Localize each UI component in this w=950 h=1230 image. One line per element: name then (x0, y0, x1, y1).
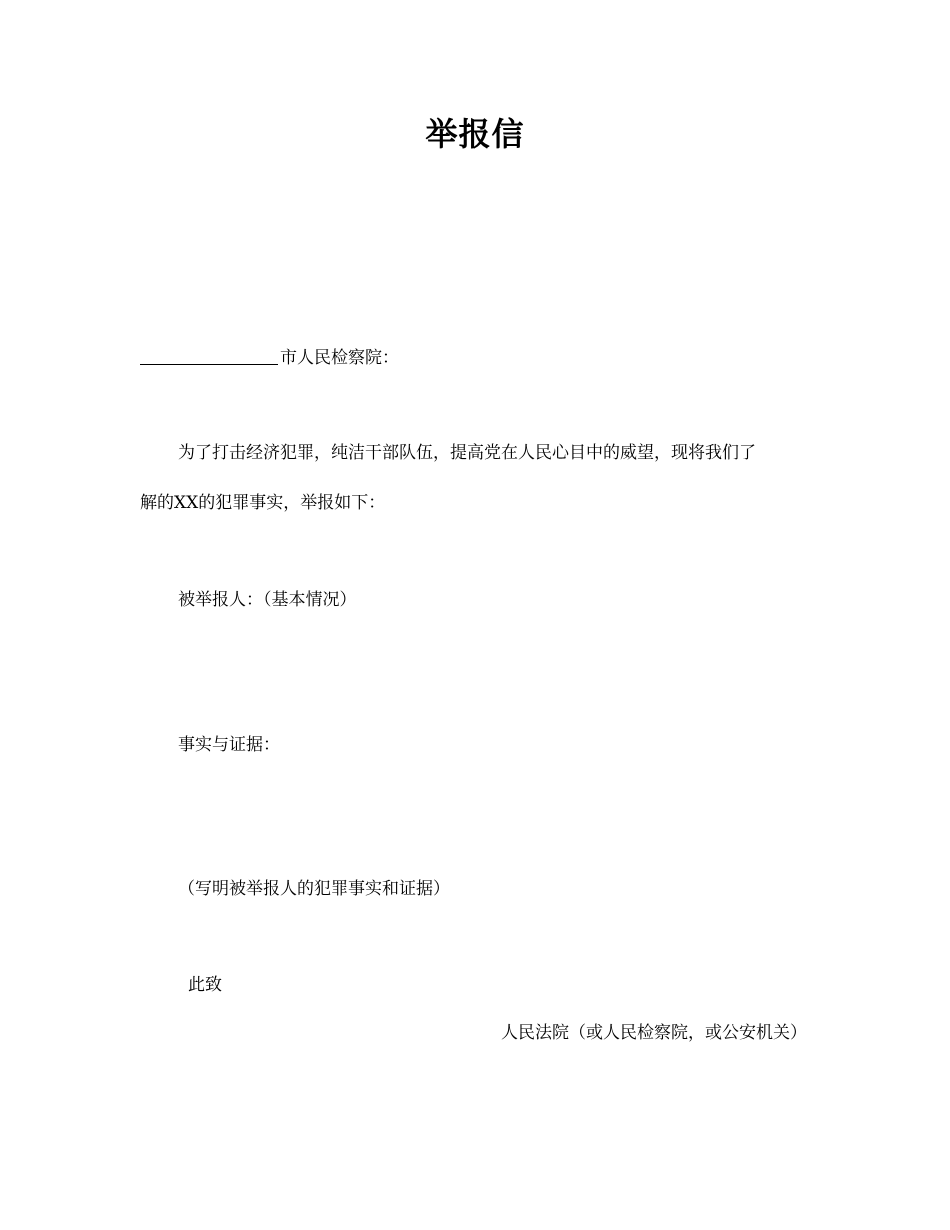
addressee-blank (140, 347, 278, 365)
addressee-text: 市人民检察院： (280, 348, 399, 368)
intro-paragraph-line-1: 为了打击经济犯罪，纯洁干部队伍，提高党在人民心目中的威望，现将我们了 (178, 443, 756, 463)
facts-label: 事实与证据： (178, 735, 280, 755)
addressee-line (140, 346, 399, 370)
facts-note: （写明被举报人的犯罪事实和证据） (178, 879, 450, 899)
document-title: 举报信 (425, 115, 525, 153)
recipient-line: 人民法院（或人民检察院，或公安机关） (501, 1023, 807, 1043)
accused-label: 被举报人：（基本情况） (178, 590, 357, 610)
closing-salutation: 此致 (188, 975, 222, 995)
intro-paragraph-line-2: 解的XX的犯罪事实，举报如下： (140, 493, 386, 513)
